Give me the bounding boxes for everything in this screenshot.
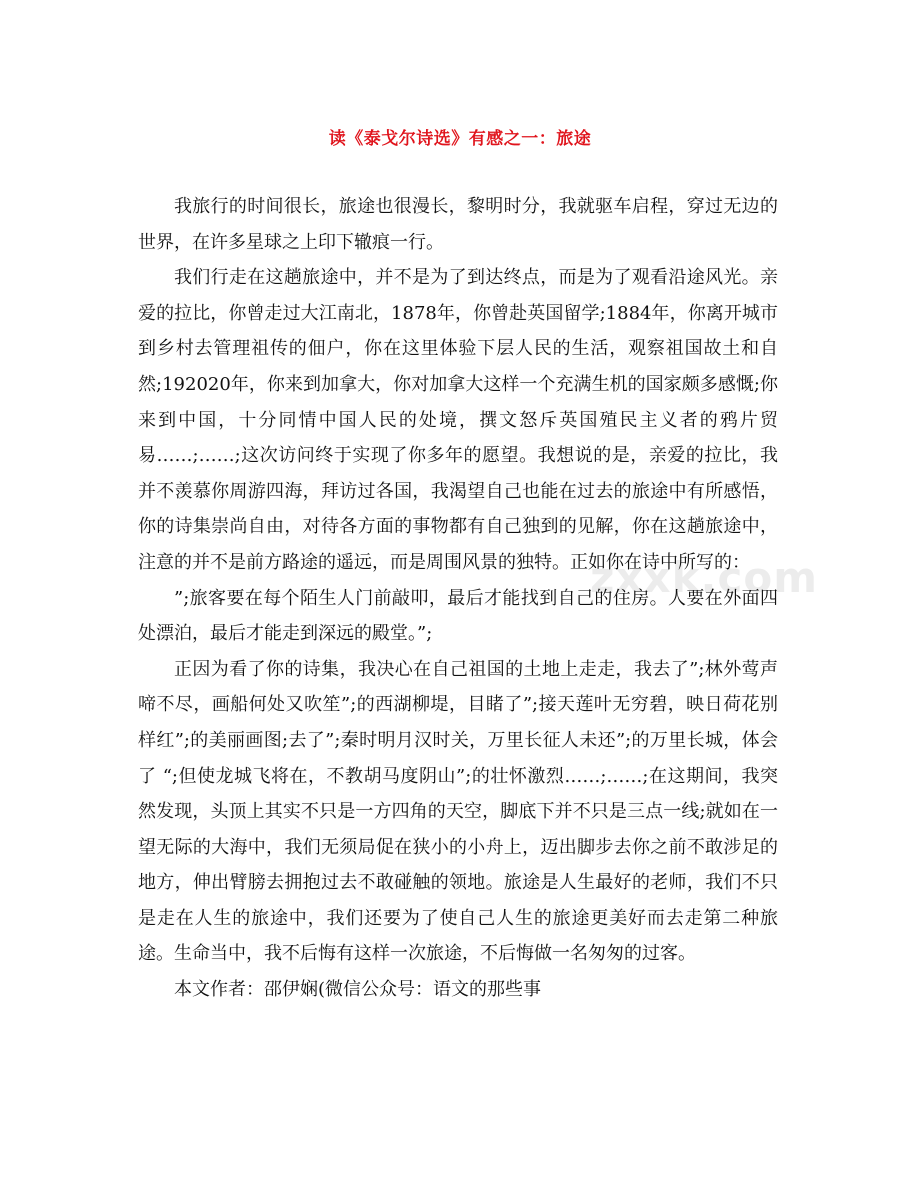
paragraph-3-quote: ”;旅客要在每个陌生人门前敲叩，最后才能找到自己的住房。人要在外面四处漂泊，最后才能走到深远的殿堂。”; xyxy=(138,587,778,645)
paragraph-4: 正因为看了你的诗集，我决心在自己祖国的土地上走走，我去了”;林外莺声啼不尽，画船何处又吹笙”;的西湖柳堤，目睹了”;接天莲叶无穷碧，映日荷花别样红”;的美丽画图;去了”;秦时明月汉时关，万里长征人未还”;的万里长城，体会了 “;但使龙城飞将在，不教胡马度阴山”;的壮怀激烈……;……;在这期间，我突然发现，头顶上其实不只是一方四角的天空，脚底下并不只是三点一线;就如在一望无际的大海中，我们无须局促在狭小的小舟上，迈出脚步去你之前不敢涉足的地方，伸出臂膀去拥抱过去不敢碰触的领地。旅途是人生最好的老师，我们不只是走在人生的旅途中，我们还要为了使自己人生的旅途更美好而去走第二种旅途。生命当中，我不后悔有这样一次旅途，不后悔做一名匆匆的过客。 xyxy=(138,658,778,965)
author-line: 本文作者：邵伊娴(微信公众号：语文的那些事 xyxy=(174,979,542,1001)
watermark: zxxk.com xyxy=(590,553,819,602)
paragraph-2: 我们行走在这趟旅途中，并不是为了到达终点，而是为了观看沿途风光。亲爱的拉比，你曾走过大江南北，1878年，你曾赴英国留学;1884年，你离开城市到乡村去管理祖传的佃户，你在这里体验下层人民的生活，观察祖国故土和自然;192020年，你来到加拿大，你对加拿大这样一个充满生机的国家颇多感慨;你来到中国，十分同情中国人民的处境，撰文怒斥英国殖民主义者的鸦片贸易……;……;这次访问终于实现了你多年的愿望。我想说的是，亲爱的拉比，我并不羡慕你周游四海，拜访过各国，我渴望自己也能在过去的旅途中有所感悟，你的诗集崇尚自由，对待各方面的事物都有自己独到的见解，你在这趟旅途中，注意的并不是前方路途的遥远，而是周围风景的独特。正如你在诗中所写的： xyxy=(138,267,778,573)
document-title: 读《泰戈尔诗选》有感之一：旅途 xyxy=(328,129,592,149)
paragraph-1: 我旅行的时间很长，旅途也很漫长，黎明时分，我就驱车启程，穿过无边的世界，在许多星球之上印下辙痕一行。 xyxy=(138,196,778,253)
document-body xyxy=(138,189,778,1008)
